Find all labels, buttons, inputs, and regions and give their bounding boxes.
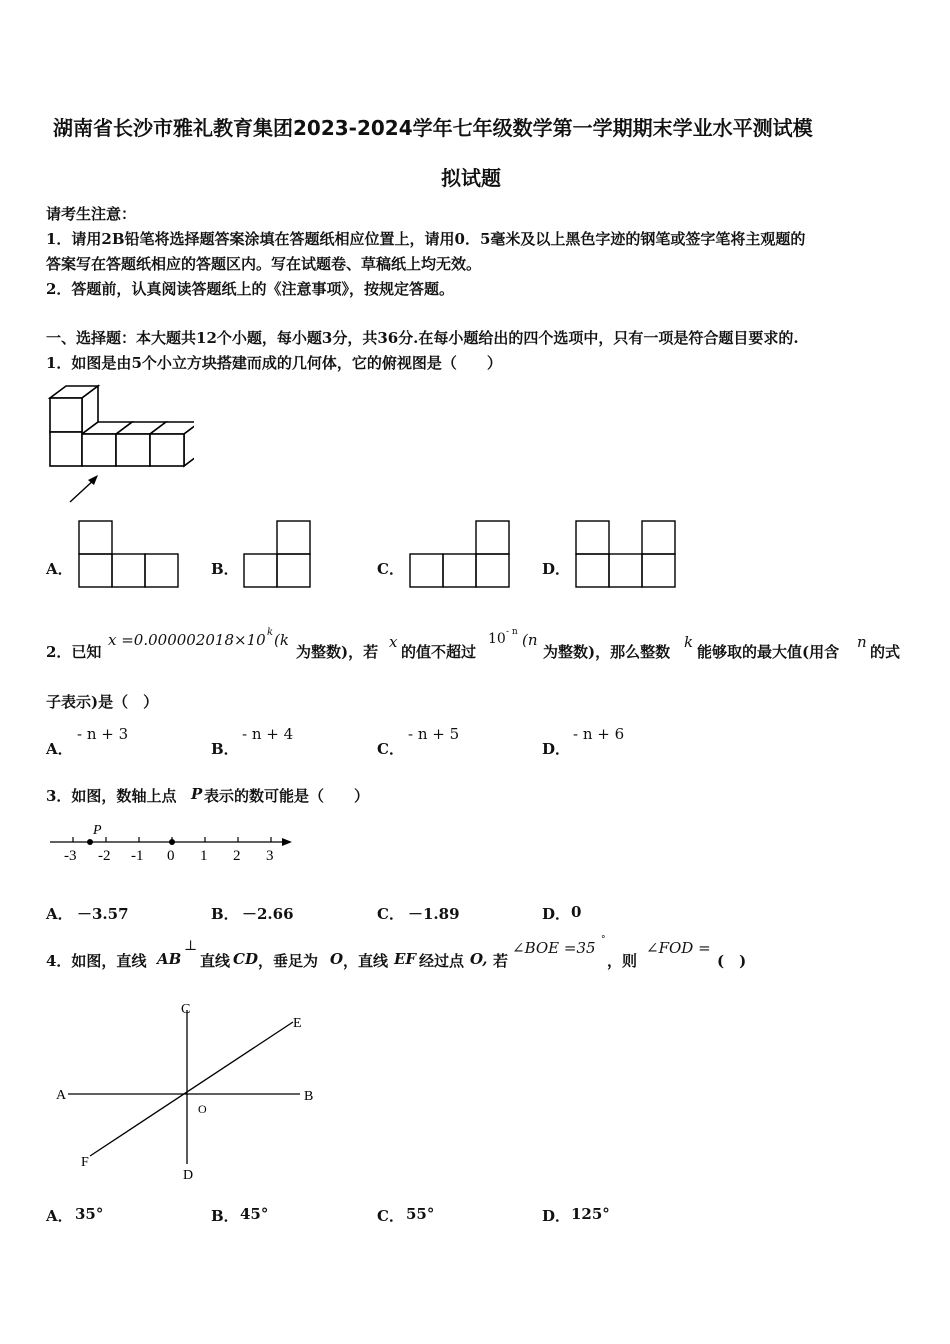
q1-option-c-figure[interactable] (409, 520, 513, 590)
q3-option-d-label[interactable]: D． (542, 905, 571, 923)
q2-ten: 10 (488, 631, 506, 647)
number-line-arrow-icon (282, 838, 292, 846)
q3-option-a-value[interactable]: －3.57 (77, 905, 129, 923)
tick-label: -2 (98, 848, 111, 864)
q2-option-b-label[interactable]: B． (211, 740, 239, 758)
q2-var-k: k (684, 633, 694, 651)
notice-item1-a: 1．请用2B铅笔将选择题答案涂填在答题纸相应位置上，请用0．5毫米及以上黑色字迹的钢笔或签字笔将主观题的 (46, 230, 806, 248)
q4-option-d-value[interactable]: 125° (571, 1205, 610, 1223)
q3-stem-b: 表示的数可能是（ ） (204, 787, 370, 805)
q4-ab: AB (157, 950, 182, 968)
q1-option-c-label[interactable]: C． (377, 560, 404, 578)
q2-paren-n: (n (522, 631, 538, 649)
label-b: B (304, 1089, 314, 1104)
q1-option-b-label[interactable]: B． (211, 560, 239, 578)
q1-stem: 1．如图是由5个小立方块搭建而成的几何体，它的俯视图是（ ） (46, 354, 502, 372)
q4-o: O (330, 950, 344, 968)
q2-text-2: 为整数)，若 (296, 643, 379, 661)
q4-cd: CD (233, 950, 258, 968)
q2-option-c-expr[interactable]: - n + 5 (408, 725, 460, 743)
tick-label: 2 (233, 848, 241, 864)
q4-text-7: ，则 (607, 952, 638, 970)
page-title-line1: 湖南省长沙市雅礼教育集团2023-2024学年七年级数学第一学期期末学业水平测试模 (53, 116, 813, 140)
label-o: O (198, 1102, 207, 1116)
tick-label: 3 (266, 848, 274, 864)
origin-dot (169, 839, 175, 845)
q4-text-2: 直线 (200, 952, 231, 970)
notice-heading: 请考生注意： (46, 205, 137, 223)
q4-text-4: ，直线 (343, 952, 389, 970)
q2-expr-k-sup: k (267, 627, 274, 638)
q3-option-b-label[interactable]: B． (211, 905, 239, 923)
q2-var-n: n (857, 633, 867, 651)
q4-option-b-label[interactable]: B． (211, 1207, 239, 1225)
q3-stem-a: 3．如图，数轴上点 (46, 787, 177, 805)
q2-ten-sup: - n (506, 627, 518, 637)
q4-option-a-value[interactable]: 35° (75, 1205, 104, 1223)
q4-option-b-value[interactable]: 45° (240, 1205, 269, 1223)
q3-stem-p: P (191, 785, 203, 803)
notice-item2: 2．答题前，认真阅读答题纸上的《注意事项》，按规定答题。 (46, 280, 454, 298)
line-ef (90, 1022, 293, 1156)
q4-o2: O, (470, 950, 488, 968)
label-e: E (293, 1016, 302, 1031)
q4-text-1: 4．如图，直线 (46, 952, 147, 970)
q2-expr-x: x =0.000002018×10 (108, 631, 266, 649)
view-direction-arrow-icon (70, 475, 98, 502)
q4-degree: ° (601, 935, 606, 945)
q3-option-c-value[interactable]: －1.89 (408, 905, 460, 923)
q4-text-8: ( ) (717, 952, 747, 970)
point-p-dot (87, 839, 93, 845)
q1-cube-figure (44, 382, 194, 510)
q4-angle-fod: ∠FOD = (646, 939, 711, 957)
q1-option-d-figure[interactable] (575, 520, 679, 590)
tick-label: 0 (167, 848, 175, 864)
q3-option-c-label[interactable]: C． (377, 905, 404, 923)
q1-option-d-label[interactable]: D． (542, 560, 571, 578)
q2-text-1: 2．已知 (46, 643, 102, 661)
q1-option-b-figure[interactable] (243, 520, 315, 590)
q2-option-c-label[interactable]: C． (377, 740, 404, 758)
point-p-label: P (93, 823, 102, 838)
q3-option-b-value[interactable]: －2.66 (242, 905, 294, 923)
q4-figure (50, 996, 330, 1186)
q2-option-a-label[interactable]: A． (46, 740, 73, 758)
q2-option-a-expr[interactable]: - n + 3 (77, 725, 129, 743)
q4-perp: ⊥ (184, 938, 198, 954)
q4-ef: EF (394, 950, 417, 968)
label-f: F (81, 1155, 89, 1170)
q4-option-c-value[interactable]: 55° (406, 1205, 435, 1223)
q2-text-4: 为整数)，那么整数 (543, 643, 671, 661)
q3-option-a-label[interactable]: A． (46, 905, 73, 923)
section-heading: 一、选择题：本大题共12个小题，每小题3分，共36分.在每小题给出的四个选项中，只有一项是符合题目要求的. (46, 329, 799, 347)
q2-option-d-label[interactable]: D． (542, 740, 571, 758)
q2-text-6: 的式 (870, 643, 901, 661)
q2-var-x: x (389, 633, 398, 651)
tick-label: -3 (64, 848, 77, 864)
q2-text-5: 能够取的最大值(用含 (697, 643, 840, 661)
q1-option-a-label[interactable]: A． (46, 560, 73, 578)
tick-label: 1 (200, 848, 208, 864)
q1-option-a-figure[interactable] (78, 520, 182, 590)
q4-option-d-label[interactable]: D． (542, 1207, 571, 1225)
q2-text-3: 的值不超过 (401, 643, 477, 661)
q4-option-a-label[interactable]: A． (46, 1207, 73, 1225)
label-d: D (183, 1168, 194, 1183)
notice-item1-b: 答案写在答题纸相应的答题区内。写在试题卷、草稿纸上均无效。 (46, 255, 482, 273)
q4-angle-boe: ∠BOE =35 (512, 939, 596, 957)
tick-label: -1 (131, 848, 144, 864)
q2-option-d-expr[interactable]: - n + 6 (573, 725, 625, 743)
label-c: C (181, 1002, 191, 1017)
page-title-line2: 拟试题 (441, 166, 501, 190)
q4-text-5: 经过点 (419, 952, 465, 970)
q2-line2: 子表示)是（ ） (46, 693, 159, 711)
q2-option-b-expr[interactable]: - n + 4 (242, 725, 294, 743)
q2-paren-k: (k (274, 631, 289, 649)
label-a: A (56, 1088, 67, 1103)
q4-text-3: ，垂足为 (258, 952, 319, 970)
q3-option-d-value[interactable]: 0 (571, 903, 582, 921)
q3-number-line (46, 818, 296, 868)
q4-text-6: 若 (493, 952, 509, 970)
q4-option-c-label[interactable]: C． (377, 1207, 404, 1225)
